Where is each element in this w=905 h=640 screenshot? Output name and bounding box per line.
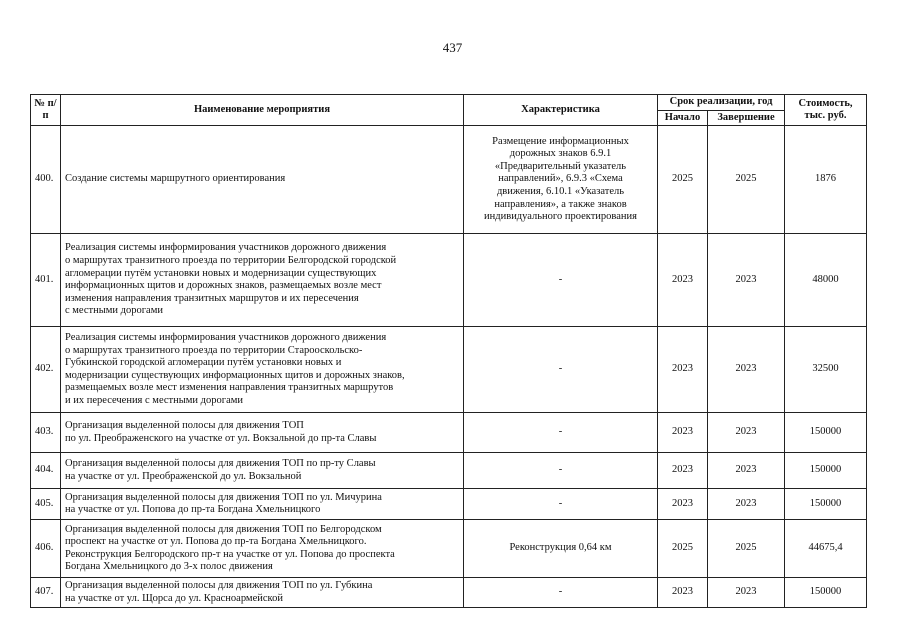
row-name: Организация выделенной полосы для движения ТОП по ул. Мичурина на участке от ул. Попова до пр-та Богдана Хмельницкого [61, 489, 464, 520]
row-start-year: 2025 [658, 520, 708, 578]
row-cost: 150000 [785, 489, 867, 520]
measures-table [30, 94, 867, 608]
row-name: Реализация системы информирования участников дорожного движения о маршрутах транзитного проезда по территории Белгородской городской агломерации путём установки новых и модернизации существующих информационных щитов и дорожных знаков, размещаемых возле мест изменения направления транзитных маршрутов и их пересечения с местными дорогами [61, 234, 464, 327]
row-name: Организация выделенной полосы для движения ТОП по пр-ту Славы на участке от ул. Преображенской до ул. Вокзальной [61, 453, 464, 489]
row-end-year: 2023 [708, 578, 785, 608]
row-number: 406. [31, 520, 61, 578]
row-start-year: 2023 [658, 489, 708, 520]
header-start: Начало [658, 110, 708, 126]
row-end-year: 2023 [708, 453, 785, 489]
row-characteristic: - [464, 578, 658, 608]
row-end-year: 2023 [708, 413, 785, 453]
row-number: 402. [31, 327, 61, 413]
row-end-year: 2023 [708, 327, 785, 413]
header-period: Срок реализации, год [658, 95, 785, 111]
row-characteristic: Размещение информационных дорожных знаков 6.9.1 «Предварительный указатель направлений», 6.9.3 «Схема движения, 6.10.1 «Указатель направления», а также знаков индивидуального проектирования [464, 126, 658, 234]
row-characteristic: - [464, 453, 658, 489]
row-number: 400. [31, 126, 61, 234]
row-number: 405. [31, 489, 61, 520]
row-start-year: 2025 [658, 126, 708, 234]
row-end-year: 2025 [708, 126, 785, 234]
header-name: Наименование мероприятия [61, 95, 464, 126]
row-start-year: 2023 [658, 578, 708, 608]
row-name: Организация выделенной полосы для движения ТОП по ул. Преображенского на участке от ул. Вокзальной до пр-та Славы [61, 413, 464, 453]
row-start-year: 2023 [658, 234, 708, 327]
table-row [31, 126, 867, 234]
row-cost: 44675,4 [785, 520, 867, 578]
row-cost: 150000 [785, 453, 867, 489]
row-start-year: 2023 [658, 413, 708, 453]
table-row [31, 413, 867, 453]
table-row [31, 234, 867, 327]
table-row [31, 453, 867, 489]
row-characteristic: - [464, 234, 658, 327]
row-cost: 150000 [785, 413, 867, 453]
row-number: 407. [31, 578, 61, 608]
row-cost: 150000 [785, 578, 867, 608]
row-cost: 32500 [785, 327, 867, 413]
row-start-year: 2023 [658, 453, 708, 489]
row-characteristic: - [464, 413, 658, 453]
header-cost: Стоимость, тыс. руб. [785, 95, 867, 126]
row-characteristic: - [464, 489, 658, 520]
table-row [31, 520, 867, 578]
row-number: 401. [31, 234, 61, 327]
row-characteristic: - [464, 327, 658, 413]
row-end-year: 2023 [708, 234, 785, 327]
row-start-year: 2023 [658, 327, 708, 413]
row-end-year: 2023 [708, 489, 785, 520]
table-row [31, 578, 867, 608]
header-num: № п/п [31, 95, 61, 126]
row-name: Реализация системы информирования участников дорожного движения о маршрутах транзитного проезда по территории Старооскольско- Губкинской городской агломерации путём установки новых и модернизации существующих информационных щитов и дорожных знаков, размещаемых возле мест изменения направления транзитных маршрутов и их пересечения с местными дорогами [61, 327, 464, 413]
row-name: Создание системы маршрутного ориентирования [61, 126, 464, 234]
row-number: 404. [31, 453, 61, 489]
header-characteristic: Характеристика [464, 95, 658, 126]
table-row [31, 489, 867, 520]
row-name: Организация выделенной полосы для движения ТОП по Белгородском проспект на участке от ул. Попова до пр-та Богдана Хмельницкого. Реконструкция Белгородского пр-т на участке от ул. Попова до проспекта Богдана Хмельницкого до 3-х полос движения [61, 520, 464, 578]
row-name: Организация выделенной полосы для движения ТОП по ул. Губкина на участке от ул. Щорса до ул. Красноармейской [61, 578, 464, 608]
page-number: 437 [442, 40, 463, 55]
row-number: 403. [31, 413, 61, 453]
header-end: Завершение [708, 110, 785, 126]
row-cost: 1876 [785, 126, 867, 234]
row-characteristic: Реконструкция 0,64 км [464, 520, 658, 578]
table-row [31, 327, 867, 413]
row-cost: 48000 [785, 234, 867, 327]
row-end-year: 2025 [708, 520, 785, 578]
